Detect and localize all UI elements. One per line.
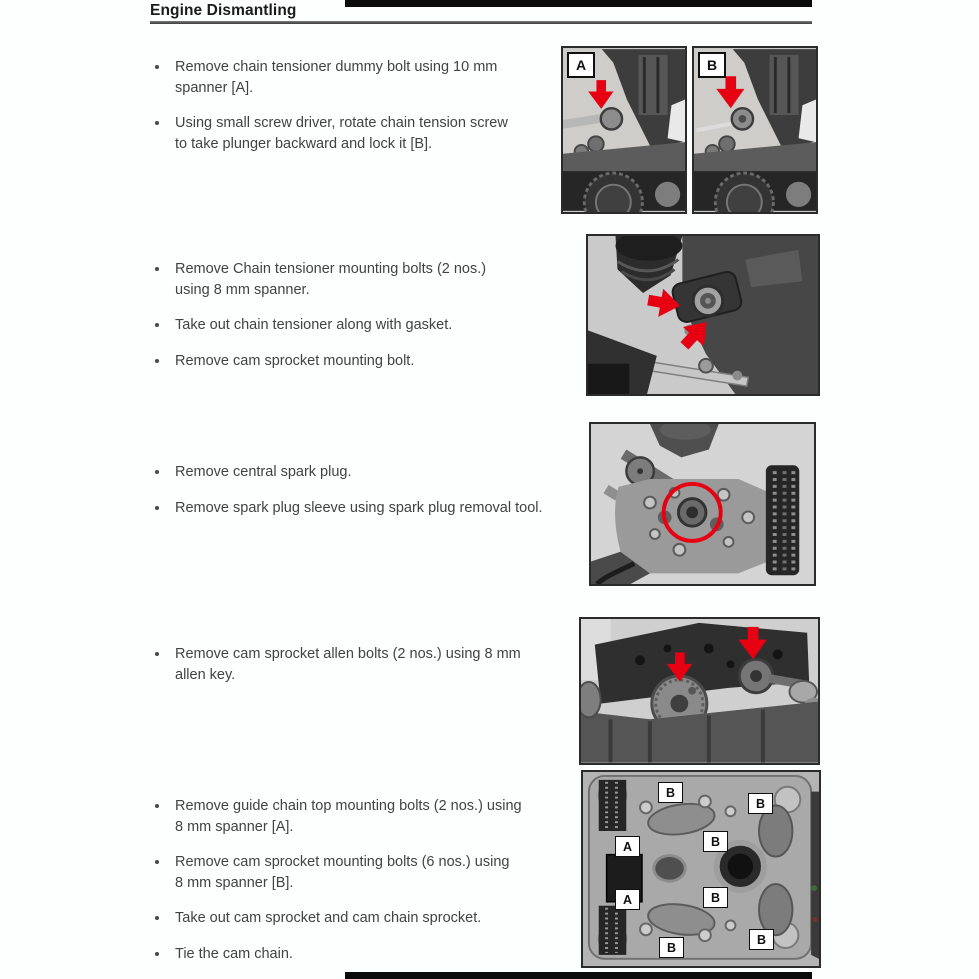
instruction-line: 8 mm spanner [B]. bbox=[175, 874, 294, 891]
bullet-icon bbox=[155, 323, 159, 327]
instruction-line: Take out cam sprocket and cam chain sprocket. bbox=[175, 910, 482, 926]
figure-photo bbox=[579, 617, 820, 765]
instruction-line: Using small screw driver, rotate chain tension screw bbox=[175, 115, 508, 131]
figure-spark-plug-sleeve bbox=[589, 422, 816, 585]
instruction-line: Remove Chain tensioner mounting bolts (2 nos.) bbox=[175, 261, 487, 277]
bullet-icon bbox=[155, 267, 159, 271]
figure-photo bbox=[586, 234, 820, 396]
bullet-icon bbox=[155, 359, 159, 363]
figure-chain-tensioner-mounting-bolts bbox=[586, 234, 820, 395]
instruction-group-5 bbox=[152, 796, 622, 979]
engine-photo-art bbox=[591, 424, 814, 584]
instruction-line: spanner [A]. bbox=[175, 79, 254, 96]
instruction-group-4 bbox=[152, 644, 622, 700]
instruction-line: Remove guide chain top mounting bolts (2 nos.) using bbox=[175, 798, 522, 814]
callout-label-a: A bbox=[567, 52, 595, 78]
callout-label-a: A bbox=[615, 889, 640, 910]
instruction-line: allen key. bbox=[175, 666, 236, 683]
bullet-icon bbox=[155, 952, 159, 956]
engine-photo-art bbox=[581, 619, 818, 763]
instruction-item bbox=[152, 644, 622, 685]
instruction-item bbox=[152, 908, 622, 929]
instruction-line: Tie the cam chain. bbox=[175, 945, 293, 962]
instruction-group-3 bbox=[152, 462, 622, 533]
figure-photo bbox=[589, 422, 816, 586]
page-title: Engine Dismantling bbox=[150, 2, 297, 19]
instruction-item bbox=[152, 852, 622, 893]
adjacent-page-edge-top bbox=[345, 0, 812, 7]
instruction-line: 8 mm spanner [A]. bbox=[175, 818, 294, 835]
bullet-icon bbox=[155, 652, 159, 656]
instruction-line: Remove cam sprocket mounting bolt. bbox=[175, 352, 415, 369]
bullet-icon bbox=[155, 860, 159, 864]
bullet-icon bbox=[155, 121, 159, 125]
instruction-line: Remove chain tensioner dummy bolt using 10 mm bbox=[175, 59, 498, 75]
instruction-item bbox=[152, 259, 622, 300]
figure-cam-sprocket-allen-bolts bbox=[579, 617, 820, 763]
instruction-line: Remove central spark plug. bbox=[175, 464, 352, 480]
instruction-group-2 bbox=[152, 259, 622, 386]
instruction-item bbox=[152, 944, 622, 965]
instruction-line: Take out chain tensioner along with gasket. bbox=[175, 317, 453, 333]
instruction-item bbox=[152, 796, 622, 837]
figure-photo bbox=[581, 770, 821, 968]
callout-label-b: B bbox=[749, 929, 774, 950]
instruction-line: Remove cam sprocket allen bolts (2 nos.) using 8 mm bbox=[175, 646, 521, 662]
instruction-item bbox=[152, 113, 622, 154]
instruction-item bbox=[152, 351, 622, 372]
callout-label-b: B bbox=[703, 831, 728, 852]
figure-cam-sprocket-mounting-bolts bbox=[581, 770, 821, 967]
bullet-icon bbox=[155, 65, 159, 69]
callout-label-b: B bbox=[659, 937, 684, 958]
engine-photo-art bbox=[588, 236, 818, 394]
figure-panel-b bbox=[692, 46, 818, 214]
bullet-icon bbox=[155, 470, 159, 474]
callout-label-b: B bbox=[748, 793, 773, 814]
bullet-icon bbox=[155, 916, 159, 920]
bullet-icon bbox=[155, 506, 159, 510]
figure-panel-a bbox=[561, 46, 687, 214]
instruction-item bbox=[152, 462, 622, 483]
instruction-item bbox=[152, 57, 622, 98]
instruction-line: Remove spark plug sleeve using spark plug removal tool. bbox=[175, 499, 543, 516]
title-underline bbox=[150, 21, 812, 24]
callout-label-b: B bbox=[658, 782, 683, 803]
instruction-line: Remove cam sprocket mounting bolts (6 nos.) using bbox=[175, 854, 510, 870]
callout-label-b: B bbox=[703, 887, 728, 908]
callout-label-b: B bbox=[698, 52, 726, 78]
instruction-line: to take plunger backward and lock it [B]. bbox=[175, 135, 433, 152]
bullet-icon bbox=[155, 804, 159, 808]
instruction-line: using 8 mm spanner. bbox=[175, 281, 310, 298]
instruction-group-1 bbox=[152, 57, 622, 169]
engine-photo-art bbox=[583, 772, 819, 966]
callout-label-a: A bbox=[615, 836, 640, 857]
figure-chain-tensioner-dummy-bolt bbox=[561, 46, 818, 214]
instruction-item bbox=[152, 498, 622, 519]
instruction-item bbox=[152, 315, 622, 336]
